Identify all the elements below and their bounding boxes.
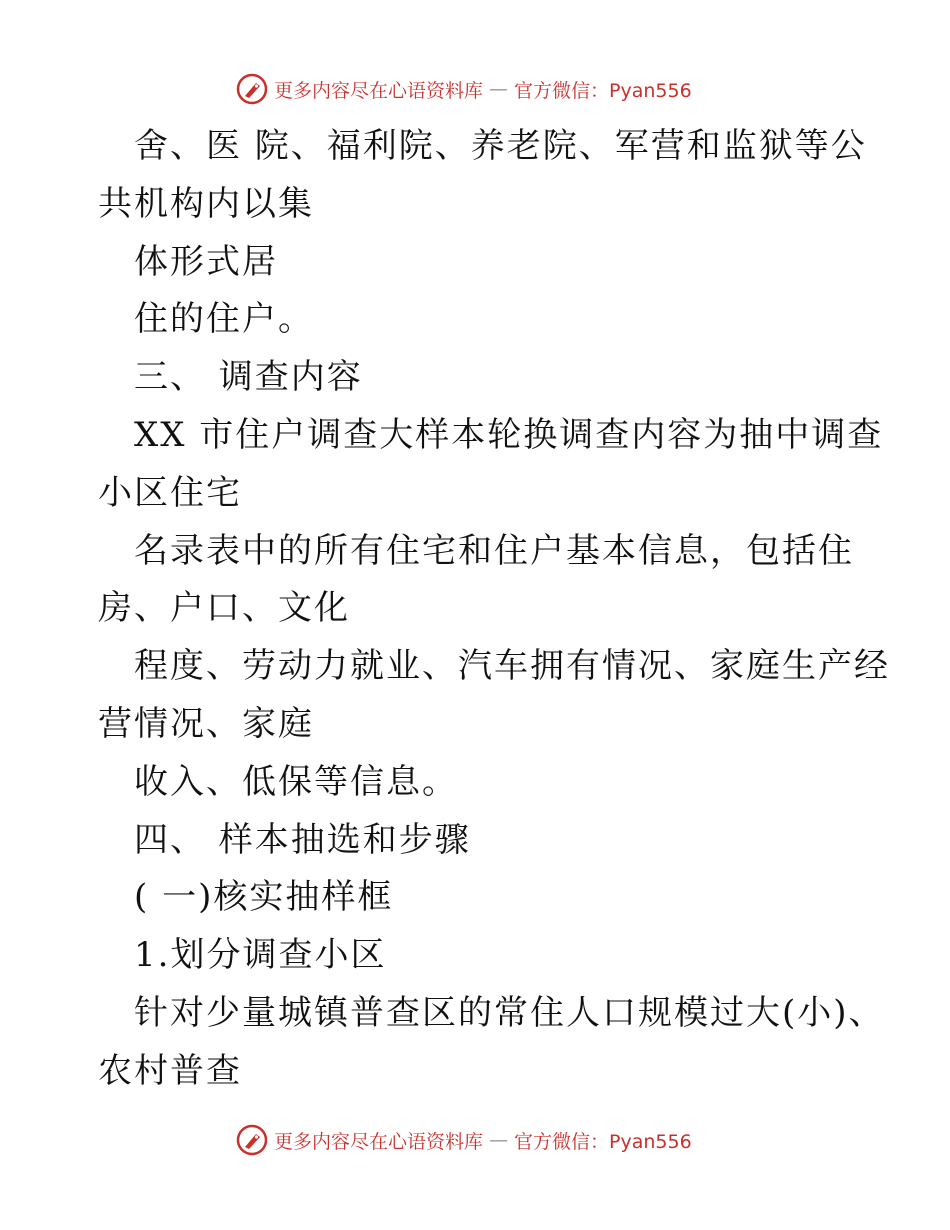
section-heading: 三、 调查内容 [134,357,363,398]
text-line: 体形式居 [134,241,278,282]
text-line: 程度、劳动力就业、汽车拥有情况、家庭生产经 [134,646,890,687]
text-line: XX 市住户调查大样本轮换调查内容为抽中调查 [134,414,884,455]
text-line: 小区住宅 [98,472,242,513]
watermark-contact: 官方微信：Pyan556 [514,79,692,102]
watermark-separator: — [489,1129,509,1151]
pen-nib-circle-icon [236,73,268,105]
text-line: 名录表中的所有住宅和住户基本信息，包括住 [134,530,854,571]
watermark-contact: 官方微信：Pyan556 [514,1130,692,1153]
document-body [98,118,898,1101]
list-item-heading: 1.划分调查小区 [134,935,387,976]
text-line: 营情况、家庭 [98,703,314,744]
section-heading: 四、 样本抽选和步骤 [134,819,471,860]
text-line: 房、户口、文化 [98,588,350,629]
watermark-separator: — [489,78,509,100]
watermark-main-text: 更多内容尽在心语资料库 [274,1130,484,1153]
pen-nib-circle-icon [236,1124,268,1156]
text-line: 共机构内以集 [98,183,314,224]
text-line: 针对少量城镇普查区的常住人口规模过大(小)、 [134,992,885,1033]
footer-watermark [236,1123,692,1157]
text-line: 农村普查 [98,1050,242,1091]
header-watermark [236,72,692,106]
text-line: 住的住户。 [134,299,314,340]
subsection-heading: ( 一)核实抽样框 [134,877,394,918]
text-line: 舍、医 院、福利院、养老院、军营和监狱等公 [134,126,867,166]
text-line: 收入、低保等信息。 [134,761,458,802]
watermark-main-text: 更多内容尽在心语资料库 [274,79,484,102]
